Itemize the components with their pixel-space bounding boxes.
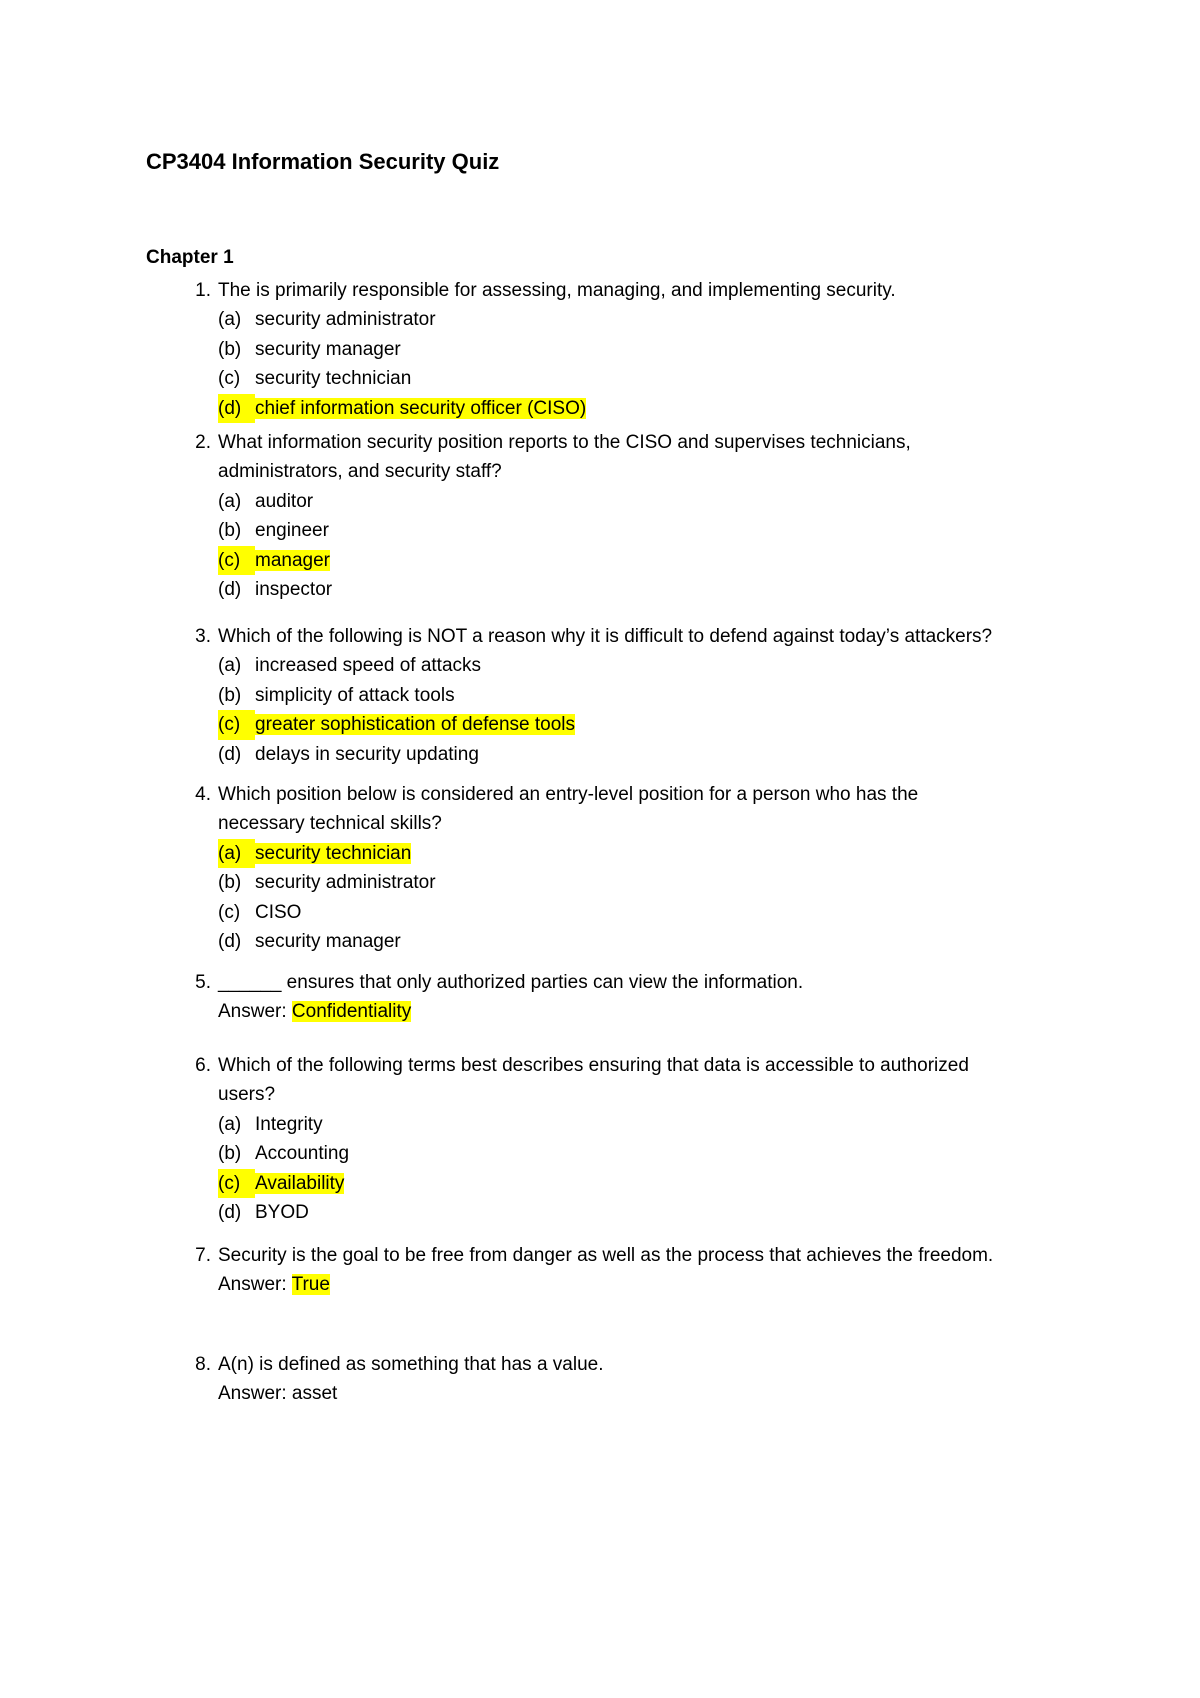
highlighted-correct-answer — [218, 1173, 344, 1194]
answer-option-b — [218, 516, 1086, 545]
question-body — [218, 1051, 1086, 1227]
question-text: What information security position reports to the CISO and supervises technicians, — [218, 432, 911, 453]
option-letter: (b) — [218, 872, 242, 894]
option-text: security manager — [255, 338, 401, 360]
option-letter: (d) — [218, 743, 242, 765]
option-text: security administrator — [255, 309, 436, 331]
answer-option-c — [218, 546, 1086, 575]
answer-option-c — [218, 1169, 1086, 1198]
answer-option-c — [218, 898, 1086, 927]
highlighted-correct-answer — [218, 398, 586, 419]
question-number: 4. — [195, 784, 211, 805]
question-4 — [146, 780, 1086, 956]
question-text: Which of the following is NOT a reason why it is difficult to defend against today’s attackers? — [218, 626, 993, 647]
answer-option-c — [218, 710, 1086, 739]
option-content — [218, 368, 411, 389]
option-letter: (c) — [218, 901, 241, 923]
answer-value: asset — [291, 1383, 338, 1405]
option-text: CISO — [255, 901, 302, 923]
question-1 — [146, 276, 1086, 423]
option-letter: (d) — [218, 394, 255, 423]
answer-option-d — [218, 1198, 1086, 1227]
answer-label: Answer: — [218, 1001, 292, 1023]
question-body — [218, 428, 1086, 604]
question-text: A(n) is defined as something that has a value. — [218, 1354, 604, 1375]
option-content — [218, 902, 301, 923]
option-text: simplicity of attack tools — [255, 684, 455, 706]
answer-option-d — [218, 740, 1086, 769]
question-number: 8. — [195, 1354, 211, 1375]
answer-option-c — [218, 364, 1086, 393]
answer-option-a — [218, 1110, 1086, 1139]
option-text: security administrator — [255, 872, 436, 894]
option-content — [218, 579, 332, 600]
answer-option-b — [218, 681, 1086, 710]
option-content — [218, 1143, 349, 1164]
option-text: BYOD — [255, 1202, 309, 1224]
question-number: 3. — [195, 626, 211, 647]
question-body — [218, 780, 1086, 956]
option-text: manager — [255, 549, 330, 571]
option-text: auditor — [255, 490, 314, 512]
option-content — [218, 655, 481, 676]
option-content — [218, 491, 313, 512]
answer-option-a — [218, 305, 1086, 334]
question-text: Security is the goal to be free from danger as well as the process that achieves the freedom. — [218, 1245, 994, 1266]
option-text: Availability — [255, 1172, 345, 1194]
option-letter: (a) — [218, 1113, 242, 1135]
question-7 — [146, 1241, 1086, 1300]
option-text: inspector — [255, 579, 333, 601]
option-text: security technician — [255, 368, 412, 390]
option-letter: (a) — [218, 655, 242, 677]
question-body — [218, 622, 1086, 769]
answer-option-a — [218, 651, 1086, 680]
question-text: users? — [218, 1084, 276, 1106]
question-body — [218, 968, 1086, 1027]
highlighted-correct-answer — [218, 714, 575, 735]
option-letter: (b) — [218, 338, 242, 360]
question-text: necessary technical skills? — [218, 813, 442, 835]
answer-option-d — [218, 575, 1086, 604]
answer-option-b — [218, 335, 1086, 364]
answer-option-d — [218, 927, 1086, 956]
answer-option-a — [218, 839, 1086, 868]
question-number: 1. — [195, 280, 211, 301]
question-body — [218, 1350, 1086, 1409]
option-text: security manager — [255, 931, 401, 953]
question-number: 2. — [195, 432, 211, 453]
question-body — [218, 1241, 1086, 1300]
question-text: Which position below is considered an entry-level position for a person who has the — [218, 784, 919, 805]
answer-line — [218, 1379, 1086, 1408]
option-text: delays in security updating — [255, 743, 479, 765]
question-3 — [146, 622, 1086, 769]
option-letter: (a) — [218, 309, 242, 331]
option-text: chief information security officer (CISO) — [255, 397, 587, 419]
answer-option-b — [218, 1139, 1086, 1168]
option-letter: (c) — [218, 546, 255, 575]
question-text: ______ ensures that only authorized parties can view the information. — [218, 972, 804, 993]
chapter-heading: Chapter 1 — [146, 247, 234, 268]
option-letter: (b) — [218, 1143, 242, 1165]
highlighted-correct-answer — [218, 550, 330, 571]
option-content — [218, 872, 436, 893]
answer-option-a — [218, 487, 1086, 516]
option-content — [218, 520, 329, 541]
option-text: increased speed of attacks — [255, 655, 482, 677]
question-body — [218, 276, 1086, 423]
highlighted-correct-answer — [218, 843, 411, 864]
option-letter: (c) — [218, 710, 255, 739]
question-number: 5. — [195, 972, 211, 993]
question-number: 7. — [195, 1245, 211, 1266]
option-letter: (a) — [218, 490, 242, 512]
answer-label: Answer: — [218, 1274, 292, 1296]
question-2 — [146, 428, 1086, 604]
option-letter: (a) — [218, 839, 255, 868]
option-letter: (d) — [218, 1202, 242, 1224]
question-number: 6. — [195, 1055, 211, 1076]
option-letter: (b) — [218, 520, 242, 542]
answer-option-b — [218, 868, 1086, 897]
option-content — [218, 339, 401, 360]
document-title: CP3404 Information Security Quiz — [146, 149, 500, 174]
question-5 — [146, 968, 1086, 1027]
question-6 — [146, 1051, 1086, 1227]
option-content — [218, 685, 455, 706]
option-letter: (b) — [218, 684, 242, 706]
question-text: administrators, and security staff? — [218, 461, 502, 483]
highlighted-answer-value: Confidentiality — [291, 1001, 412, 1023]
option-text: greater sophistication of defense tools — [255, 714, 576, 736]
option-content — [218, 1114, 323, 1135]
option-content — [218, 1202, 309, 1223]
option-letter: (d) — [218, 579, 242, 601]
option-letter: (c) — [218, 1169, 255, 1198]
option-letter: (d) — [218, 931, 242, 953]
answer-label: Answer: — [218, 1383, 292, 1405]
option-text: engineer — [255, 520, 329, 542]
option-text: Integrity — [255, 1113, 323, 1135]
question-text: Which of the following terms best describes ensuring that data is accessible to authorized — [218, 1055, 969, 1076]
option-content — [218, 309, 436, 330]
highlighted-answer-value: True — [291, 1274, 330, 1296]
answer-line — [218, 997, 1086, 1026]
answer-line — [218, 1270, 1086, 1299]
option-content — [218, 744, 479, 765]
question-text: The is primarily responsible for assessing, managing, and implementing security. — [218, 280, 896, 301]
answer-option-d — [218, 394, 1086, 423]
question-8 — [146, 1350, 1086, 1409]
option-text: Accounting — [255, 1143, 350, 1165]
option-text: security technician — [255, 842, 412, 864]
option-content — [218, 931, 401, 952]
option-letter: (c) — [218, 368, 241, 390]
